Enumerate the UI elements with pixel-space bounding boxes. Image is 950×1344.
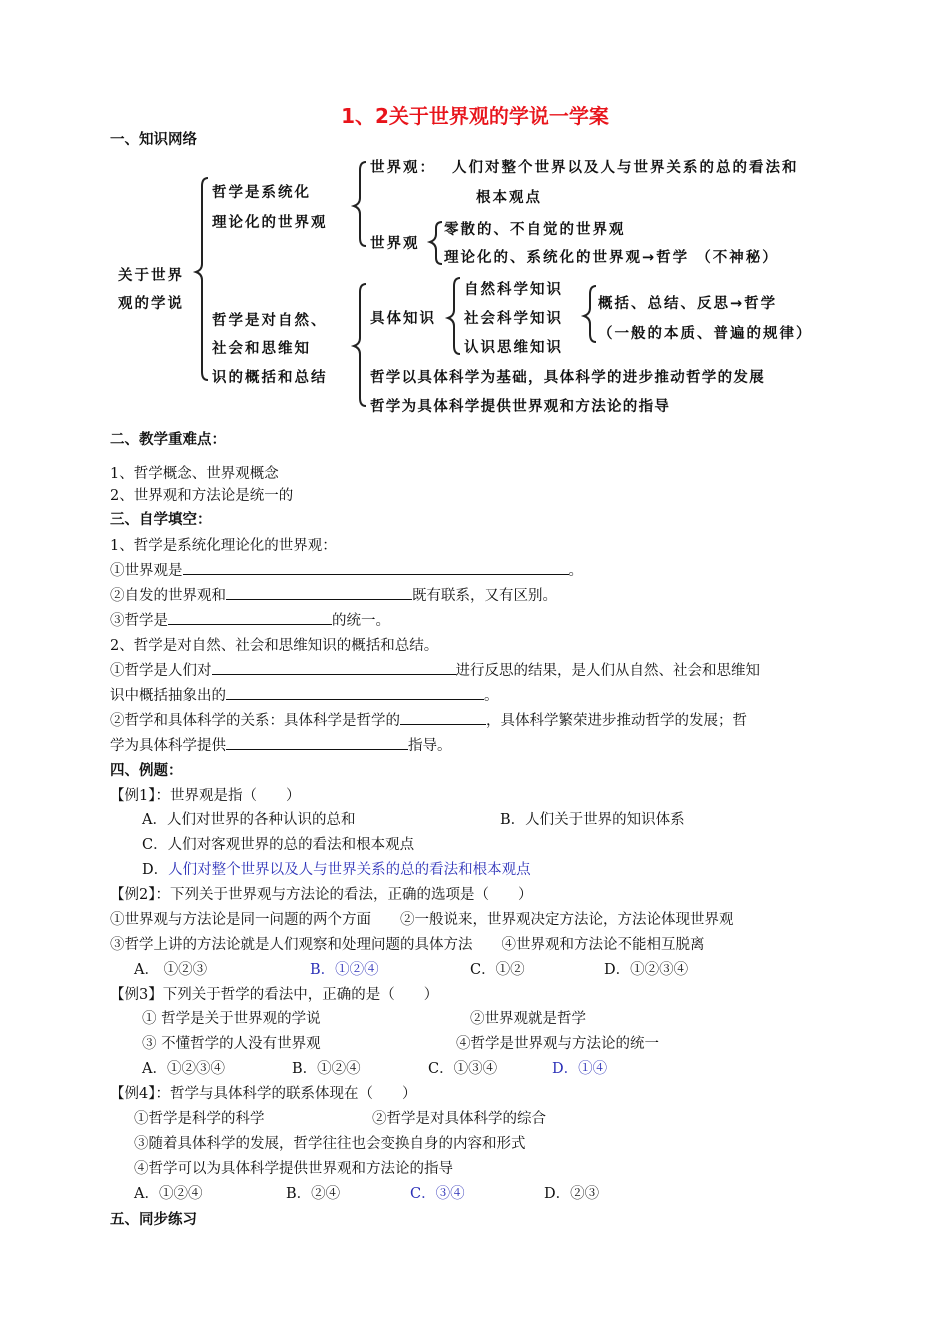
example-2-statement-3-4: ③哲学上讲的方法论就是人们观察和处理问题的具体方法 ④世界观和方法论不能相互脱离 — [110, 937, 705, 953]
example-4-statement-4: ④哲学可以为具体科学提供世界观和方法论的指导 — [134, 1161, 453, 1177]
fill-q1-1: ①世界观是 。 — [110, 559, 583, 580]
network-root-line1: 关于世界 — [118, 268, 184, 284]
worldview-type-1: 零散的、不自觉的世界观 — [444, 222, 626, 238]
example-3-statement-2: ②世界观就是哲学 — [470, 1011, 586, 1027]
section-heading-examples: 四、例题： — [110, 763, 183, 779]
page-title: 1、2关于世界观的学说一学案 — [341, 104, 609, 128]
example-1-answer: 人们对整个世界以及人与世界关系的总的看法和根本观点 — [168, 862, 531, 878]
fill-q2-1: ①哲学是人们对 进行反思的结果，是人们从自然、社会和思维知 — [110, 659, 760, 680]
example-3-option-b: B．①②④ — [292, 1061, 361, 1077]
example-3-statement-4: ④哲学是世界观与方法论的统一 — [456, 1036, 659, 1052]
example-4-statement-2: ②哲学是对具体科学的综合 — [372, 1111, 546, 1127]
worldview-def-line2: 根本观点 — [476, 190, 542, 206]
worldview-def-line1: 人们对整个世界以及人与世界关系的总的看法和 — [452, 160, 799, 176]
example-2-question: 【例2】：下列关于世界观与方法论的看法，正确的选项是（ ） — [110, 887, 533, 903]
concrete-item-1: 自然科学知识 — [464, 282, 563, 298]
fill-q1-2: ②自发的世界观和 既有联系，又有区别。 — [110, 584, 557, 605]
concrete-knowledge-label: 具体知识 — [370, 311, 436, 327]
example-2-statement-1-2: ①世界观与方法论是同一问题的两个方面 ②一般说来，世界观决定方法论，方法论体现世界观 — [110, 912, 734, 928]
branch2-line2: 社会和思维知 — [212, 341, 311, 357]
fill-q2: 2、哲学是对自然、社会和思维知识的概括和总结。 — [110, 638, 439, 654]
blank-3[interactable] — [168, 610, 332, 625]
branch2-line3: 识的概括和总结 — [212, 370, 328, 386]
example-1-option-a: A．人们对世界的各种认识的总和 — [142, 812, 356, 828]
example-1-option-b: B．人们关于世界的知识体系 — [500, 812, 685, 828]
brace-concrete — [448, 278, 460, 354]
blank-7[interactable] — [226, 735, 408, 750]
brace-branch1 — [354, 162, 366, 246]
example-4-statement-1: ①哲学是科学的科学 — [134, 1111, 265, 1127]
fill-q1: 1、哲学是系统化理论化的世界观： — [110, 538, 337, 554]
example-3-statement-1: ① 哲学是关于世界观的学说 — [142, 1011, 321, 1027]
brace-summary — [584, 286, 596, 342]
section-heading-network: 一、知识网络 — [110, 132, 197, 148]
network-braces — [0, 0, 950, 420]
brace-branch2 — [354, 284, 366, 406]
example-1-option-c: C．人们对客观世界的总的看法和根本观点 — [142, 837, 415, 853]
example-1-option-d: D．人们对整个世界以及人与世界关系的总的看法和根本观点 — [142, 862, 531, 878]
concrete-item-3: 认识思维知识 — [464, 340, 563, 356]
example-2-option-c: C．①② — [470, 962, 525, 978]
branch1-line1: 哲学是系统化 — [212, 185, 311, 201]
worldview-label: 世界观： — [370, 160, 436, 176]
summary-line1: 概括、总结、反思→哲学 — [598, 296, 778, 312]
fill-q2-1-cont: 识中概括抽象出的 。 — [110, 684, 499, 705]
blank-5[interactable] — [226, 685, 484, 700]
example-2-option-d: D．①②③④ — [604, 962, 689, 978]
key-point-1: 1、哲学概念、世界观概念 — [110, 466, 279, 482]
branch2-line1: 哲学是对自然、 — [212, 313, 328, 329]
example-4-option-c: C．③④ — [410, 1186, 465, 1202]
example-2-option-b: B．①②④ — [310, 962, 379, 978]
relation-line1: 哲学以具体科学为基础，具体科学的进步推动哲学的发展 — [370, 370, 765, 386]
example-4-statement-3: ③随着具体科学的发展，哲学往往也会变换自身的内容和形式 — [134, 1136, 526, 1152]
section-heading-key-points: 二、教学重难点： — [110, 432, 226, 448]
example-4-option-d: D．②③ — [544, 1186, 600, 1202]
blank-2[interactable] — [226, 585, 412, 600]
key-point-2: 2、世界观和方法论是统一的 — [110, 488, 294, 504]
section-heading-practice: 五、同步练习 — [110, 1212, 197, 1228]
example-3-question: 【例3】下列关于哲学的看法中，正确的是（ ） — [110, 987, 439, 1003]
fill-q2-2-cont: 学为具体科学提供 指导。 — [110, 734, 452, 755]
blank-1[interactable] — [183, 560, 569, 575]
example-4-question: 【例4】：哲学与具体科学的联系体现在（ ） — [110, 1086, 417, 1102]
example-4-option-a: A．①②④ — [134, 1186, 203, 1202]
network-root-line2: 观的学说 — [118, 296, 184, 312]
example-4-option-b: B．②④ — [286, 1186, 341, 1202]
example-3-statement-3: ③ 不懂哲学的人没有世界观 — [142, 1036, 321, 1052]
example-3-option-d: D．①④ — [552, 1061, 608, 1077]
brace-worldview-types — [430, 222, 442, 264]
summary-line2: （一般的本质、普遍的规律） — [598, 326, 813, 342]
fill-q2-2: ②哲学和具体科学的关系：具体科学是哲学的 ，具体科学繁荣进步推动哲学的发展；哲 — [110, 709, 747, 730]
branch1-line2: 理论化的世界观 — [212, 215, 328, 231]
example-1-question: 【例1】：世界观是指（ ） — [110, 788, 301, 804]
blank-4[interactable] — [212, 660, 456, 675]
relation-line2: 哲学为具体科学提供世界观和方法论的指导 — [370, 399, 671, 415]
blank-6[interactable] — [400, 710, 486, 725]
example-3-option-a: A．①②③④ — [142, 1061, 225, 1077]
brace-root — [196, 178, 208, 380]
worldview-types-label: 世界观 — [370, 236, 420, 252]
fill-q1-3: ③哲学是 的统一。 — [110, 609, 390, 630]
worldview-type-2: 理论化的、系统化的世界观→哲学 （不神秘） — [444, 250, 779, 266]
example-2-option-a: A． ①②③ — [134, 962, 208, 978]
example-3-option-c: C．①③④ — [428, 1061, 498, 1077]
section-heading-fill: 三、自学填空： — [110, 512, 212, 528]
concrete-item-2: 社会科学知识 — [464, 311, 563, 327]
